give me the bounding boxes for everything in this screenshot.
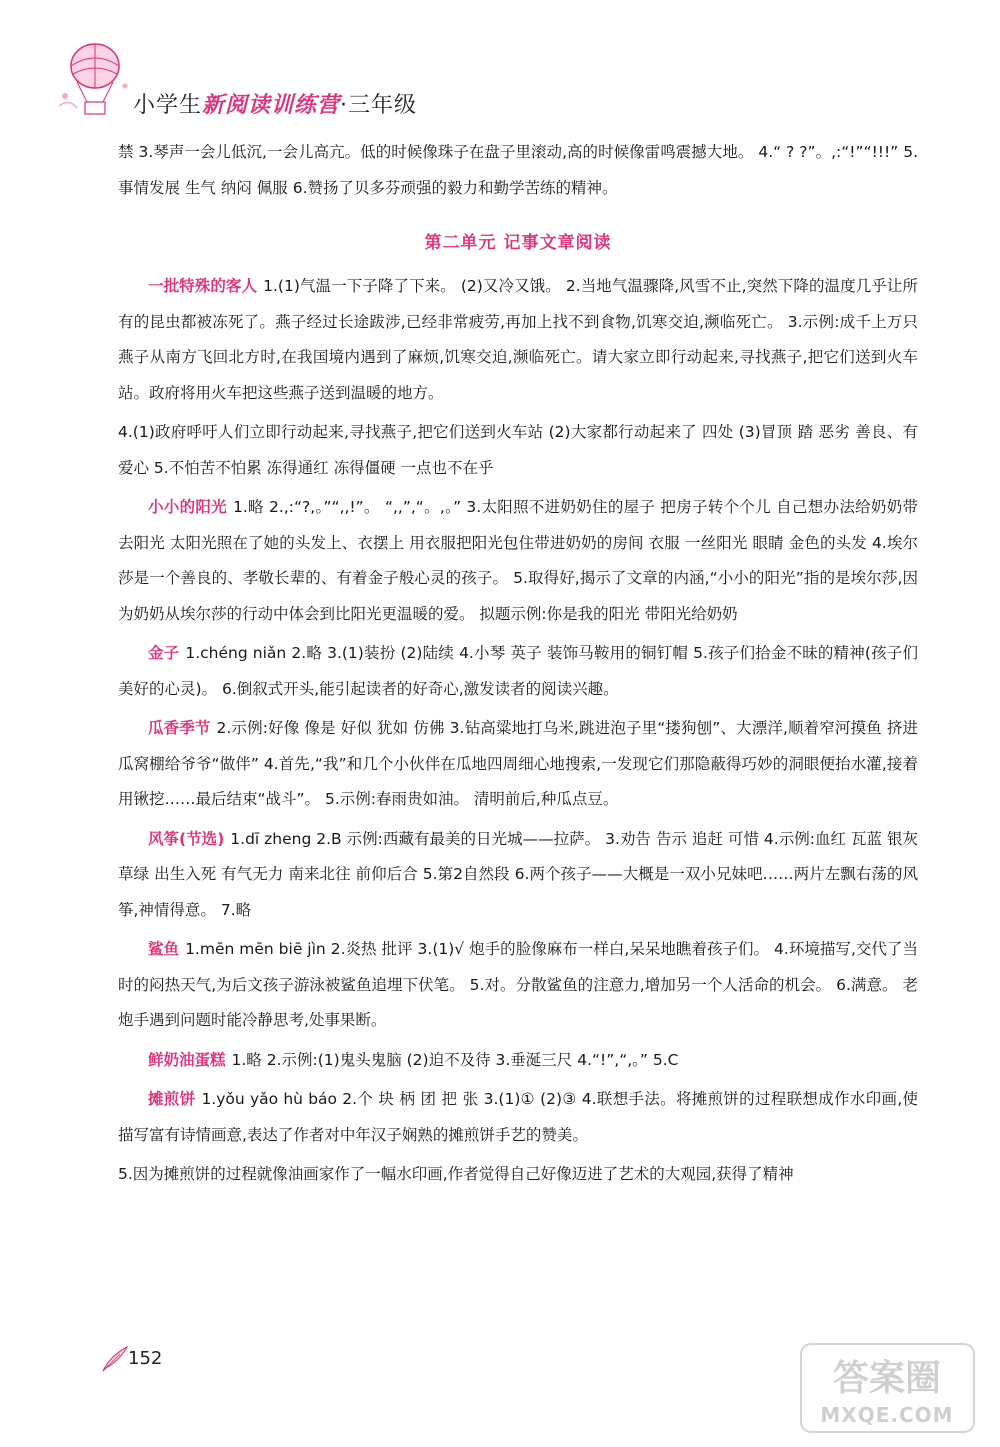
entry-title: 金子: [148, 644, 180, 662]
answer-entry: [118, 490, 918, 632]
answer-entry: [118, 711, 918, 818]
entry-text: 5.因为摊煎饼的过程就像油画家作了一幅水印画,作者觉得自己好像迈进了艺术的大观园,获得了精神: [118, 1165, 794, 1183]
answer-entry: [118, 932, 918, 1039]
watermark-main-text: 答案圈: [832, 1358, 942, 1399]
answer-entry: [118, 1082, 918, 1153]
watermark-domain-text: MXQE.COM: [820, 1403, 954, 1427]
entry-text: 1.yǒu yǎo hù báo 2.个 块 柄 团 把 张 3.(1)① (2)③ 4.联想手法。将摊煎饼的过程联想成作水印画,使描写富有诗情画意,表达了作者对中年汉子娴熟的摊煎饼手艺的赞美。: [118, 1090, 918, 1144]
page-header: [55, 40, 475, 130]
entry-text: 4.(1)政府呼吁人们立即行动起来,寻找燕子,把它们送到火车站 (2)大家都行动起来了 四处 (3)冒顶 踏 恶劣 善良、有爱心 5.不怕苦不怕累 冻得通红 冻得僵硬 一点也不在乎: [118, 423, 918, 477]
book-header-title: [133, 88, 417, 119]
answer-entry: [118, 415, 918, 486]
answer-content: [118, 135, 918, 1193]
entry-text: 1.略 2.示例:(1)鬼头鬼脑 (2)迫不及待 3.垂涎三尺 4.“!”,“,。” 5.C: [231, 1050, 679, 1069]
entry-text: 2.示例:好像 像是 好似 犹如 仿佛 3.钻高粱地打乌米,跳进泡子里“搂狗刨”、大漂洋,顺着窄河摸鱼 挤进瓜窝棚给爷爷“做伴” 4.首先,“我”和几个小伙伴在瓜地四周细心地搜索,一发现它们那隐蔽得巧妙的洞眼便抬水灌,接着用锹挖……最后结束“战斗”。 5.示例:春雨贵如油。 清明前后,种瓜点豆。: [118, 719, 918, 808]
entry-title: 摊煎饼: [148, 1090, 196, 1108]
answer-entry: [118, 1157, 918, 1193]
grade-label: ·三年级: [340, 93, 418, 118]
page-footer: [100, 1340, 220, 1380]
section-title: 第二单元 记事文章阅读: [424, 233, 612, 253]
answer-entry: [118, 636, 918, 707]
feather-icon: [100, 1344, 130, 1374]
entry-title: 鲨鱼: [148, 940, 180, 958]
answer-entry: [118, 1043, 918, 1079]
entry-title: 瓜香季节: [148, 719, 211, 737]
answer-entry: [118, 822, 918, 929]
entry-text: 1.mēn mēn biē jìn 2.炎热 批评 3.(1)√ 炮手的脸像麻布一样白,呆呆地瞧着孩子们。 4.环境描写,交代了当时的闷热天气,为后文孩子游泳被鲨鱼追埋下伏笔。 5.对。分散鲨鱼的注意力,增加另一个人活命的机会。 6.满意。 老炮手遇到问题时能冷静思考,处事果断。: [118, 940, 918, 1029]
entry-text: 1.chéng niǎn 2.略 3.(1)装扮 (2)陆续 4.小琴 英子 装饰马鞍用的铜钉帽 5.孩子们拾金不昧的精神(孩子们美好的心灵)。 6.倒叙式开头,能引起读者的好奇心,激发读者的阅读兴趣。: [118, 644, 918, 698]
entry-title: 鲜奶油蛋糕: [148, 1050, 226, 1069]
entry-text: 1.dī zheng 2.B 示例:西藏有最美的日光城——拉萨。 3.劝告 告示 追赶 可惜 4.示例:血红 瓦蓝 银灰 草绿 出生入死 有气无力 南来北往 前仰后合 5.第2自然段 6.两个孩子——大概是一双小兄妹吧……两片左飘右荡的风筝,神情得意。 7.略: [118, 829, 919, 919]
entry-title: 小小的阳光: [148, 498, 227, 516]
hot-air-balloon-icon: [55, 40, 135, 125]
entry-text: 1.(1)气温一下子降了下来。 (2)又冷又饿。 2.当地气温骤降,风雪不止,突然下降的温度几乎让所有的昆虫都被冻死了。燕子经过长途跋涉,已经非常疲劳,再加上找不到食物,饥寒交迫,濒临死亡。 3.示例:成千上万只燕子从南方飞回北方时,在我国境内遇到了麻烦,饥寒交迫,濒临死亡。请大家立即行动起来,寻找燕子,把它们送到火车站。政府将用火车把这些燕子送到温暖的地方。: [118, 277, 918, 402]
header-prefix: 小学生: [133, 93, 203, 118]
entry-title: 风筝(节选): [148, 829, 225, 848]
page-number: 152: [128, 1348, 163, 1369]
book-title: 新阅读训练营: [202, 93, 341, 118]
entry-title: 一批特殊的客人: [148, 277, 258, 295]
entry-text: 1.略 2.,:“?,。”“,,!”。 “,,”,“。,。” 3.太阳照不进奶奶住的屋子 把房子转个个儿 自己想办法给奶奶带去阳光 太阳光照在了她的头发上、衣摆上 用衣服把阳光包住带进奶奶的房间 衣服 一丝阳光 眼睛 金色的头发 4.埃尔莎是一个善良的、孝敬长辈的、有着金子般心灵的孩子。 5.取得好,揭示了文章的内涵,“小小的阳光”指的是埃尔莎,因为奶奶从埃尔莎的行动中体会到比阳光更温暖的爱。 拟题示例:你是我的阳光 带阳光给奶奶: [118, 498, 918, 623]
intro-paragraph: 禁 3.琴声一会儿低沉,一会儿高亢。低的时候像珠子在盘子里滚动,高的时候像雷鸣震撼大地。 4.“ ? ?”。,:“!”“!!!” 5.事情发展 生气 纳闷 佩服 6.赞扬了贝多芬顽强的毅力和勤学苦练的精神。: [118, 143, 918, 197]
answer-entry: [118, 269, 918, 411]
watermark-logo: [795, 1338, 980, 1438]
